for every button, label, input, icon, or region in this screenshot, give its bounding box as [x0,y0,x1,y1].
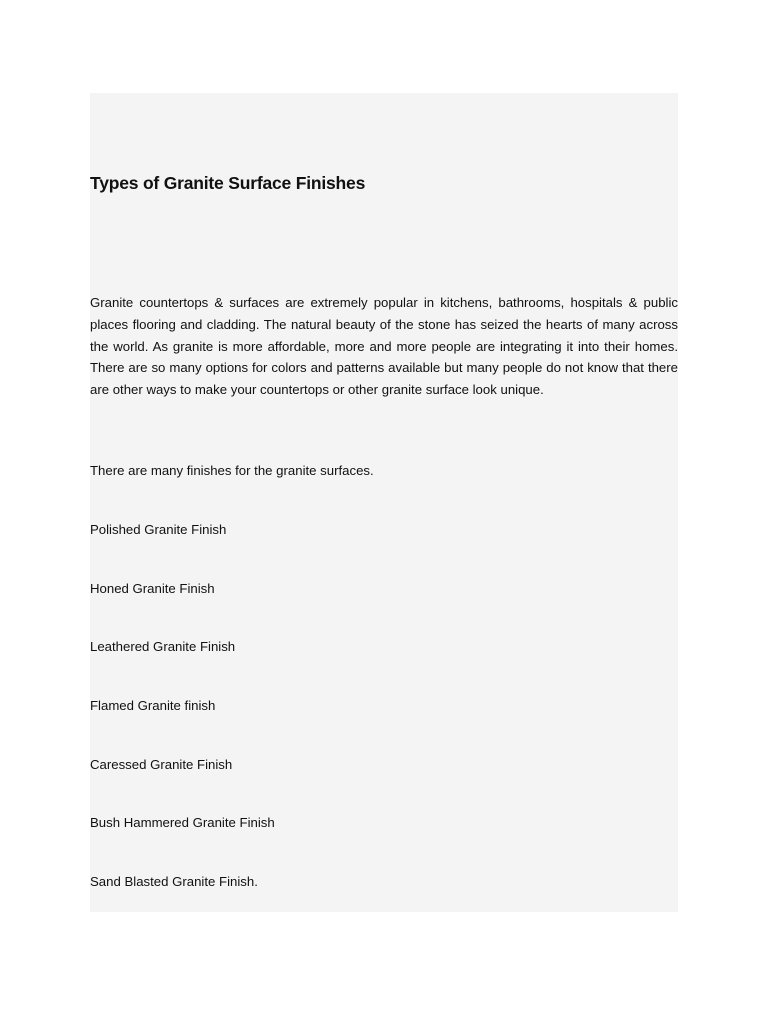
finish-item-honed: Honed Granite Finish [90,580,215,596]
finish-item-polished: Polished Granite Finish [90,522,227,537]
document-page [90,93,678,912]
finish-list [90,520,275,931]
document-title: Types of Granite Surface Finishes [90,173,366,193]
finish-item-caressed: Caressed Granite Finish [90,756,233,772]
finish-item-flamed: Flamed Granite finish [90,698,216,714]
lead-sentence: There are many finishes for the granite surfaces. [90,463,374,478]
finish-item-sand-blasted: Sand Blasted Granite Finish. [90,874,258,890]
intro-paragraph: Granite countertops & surfaces are extremely popular in kitchens, bathrooms, hospitals & public places flooring and cladding. The natural beauty of the stone has seized the hearts of many across the world. As granite is more affordable, more and more people are integrating it into their homes. There are so many options for colors and patterns available but many people do not know that there are other ways to make your countertops or other granite surface look unique. [90,295,678,398]
finish-item-leathered: Leathered Granite Finish [90,639,236,655]
finish-item-bush-hammered: Bush Hammered Granite Finish [90,815,275,831]
